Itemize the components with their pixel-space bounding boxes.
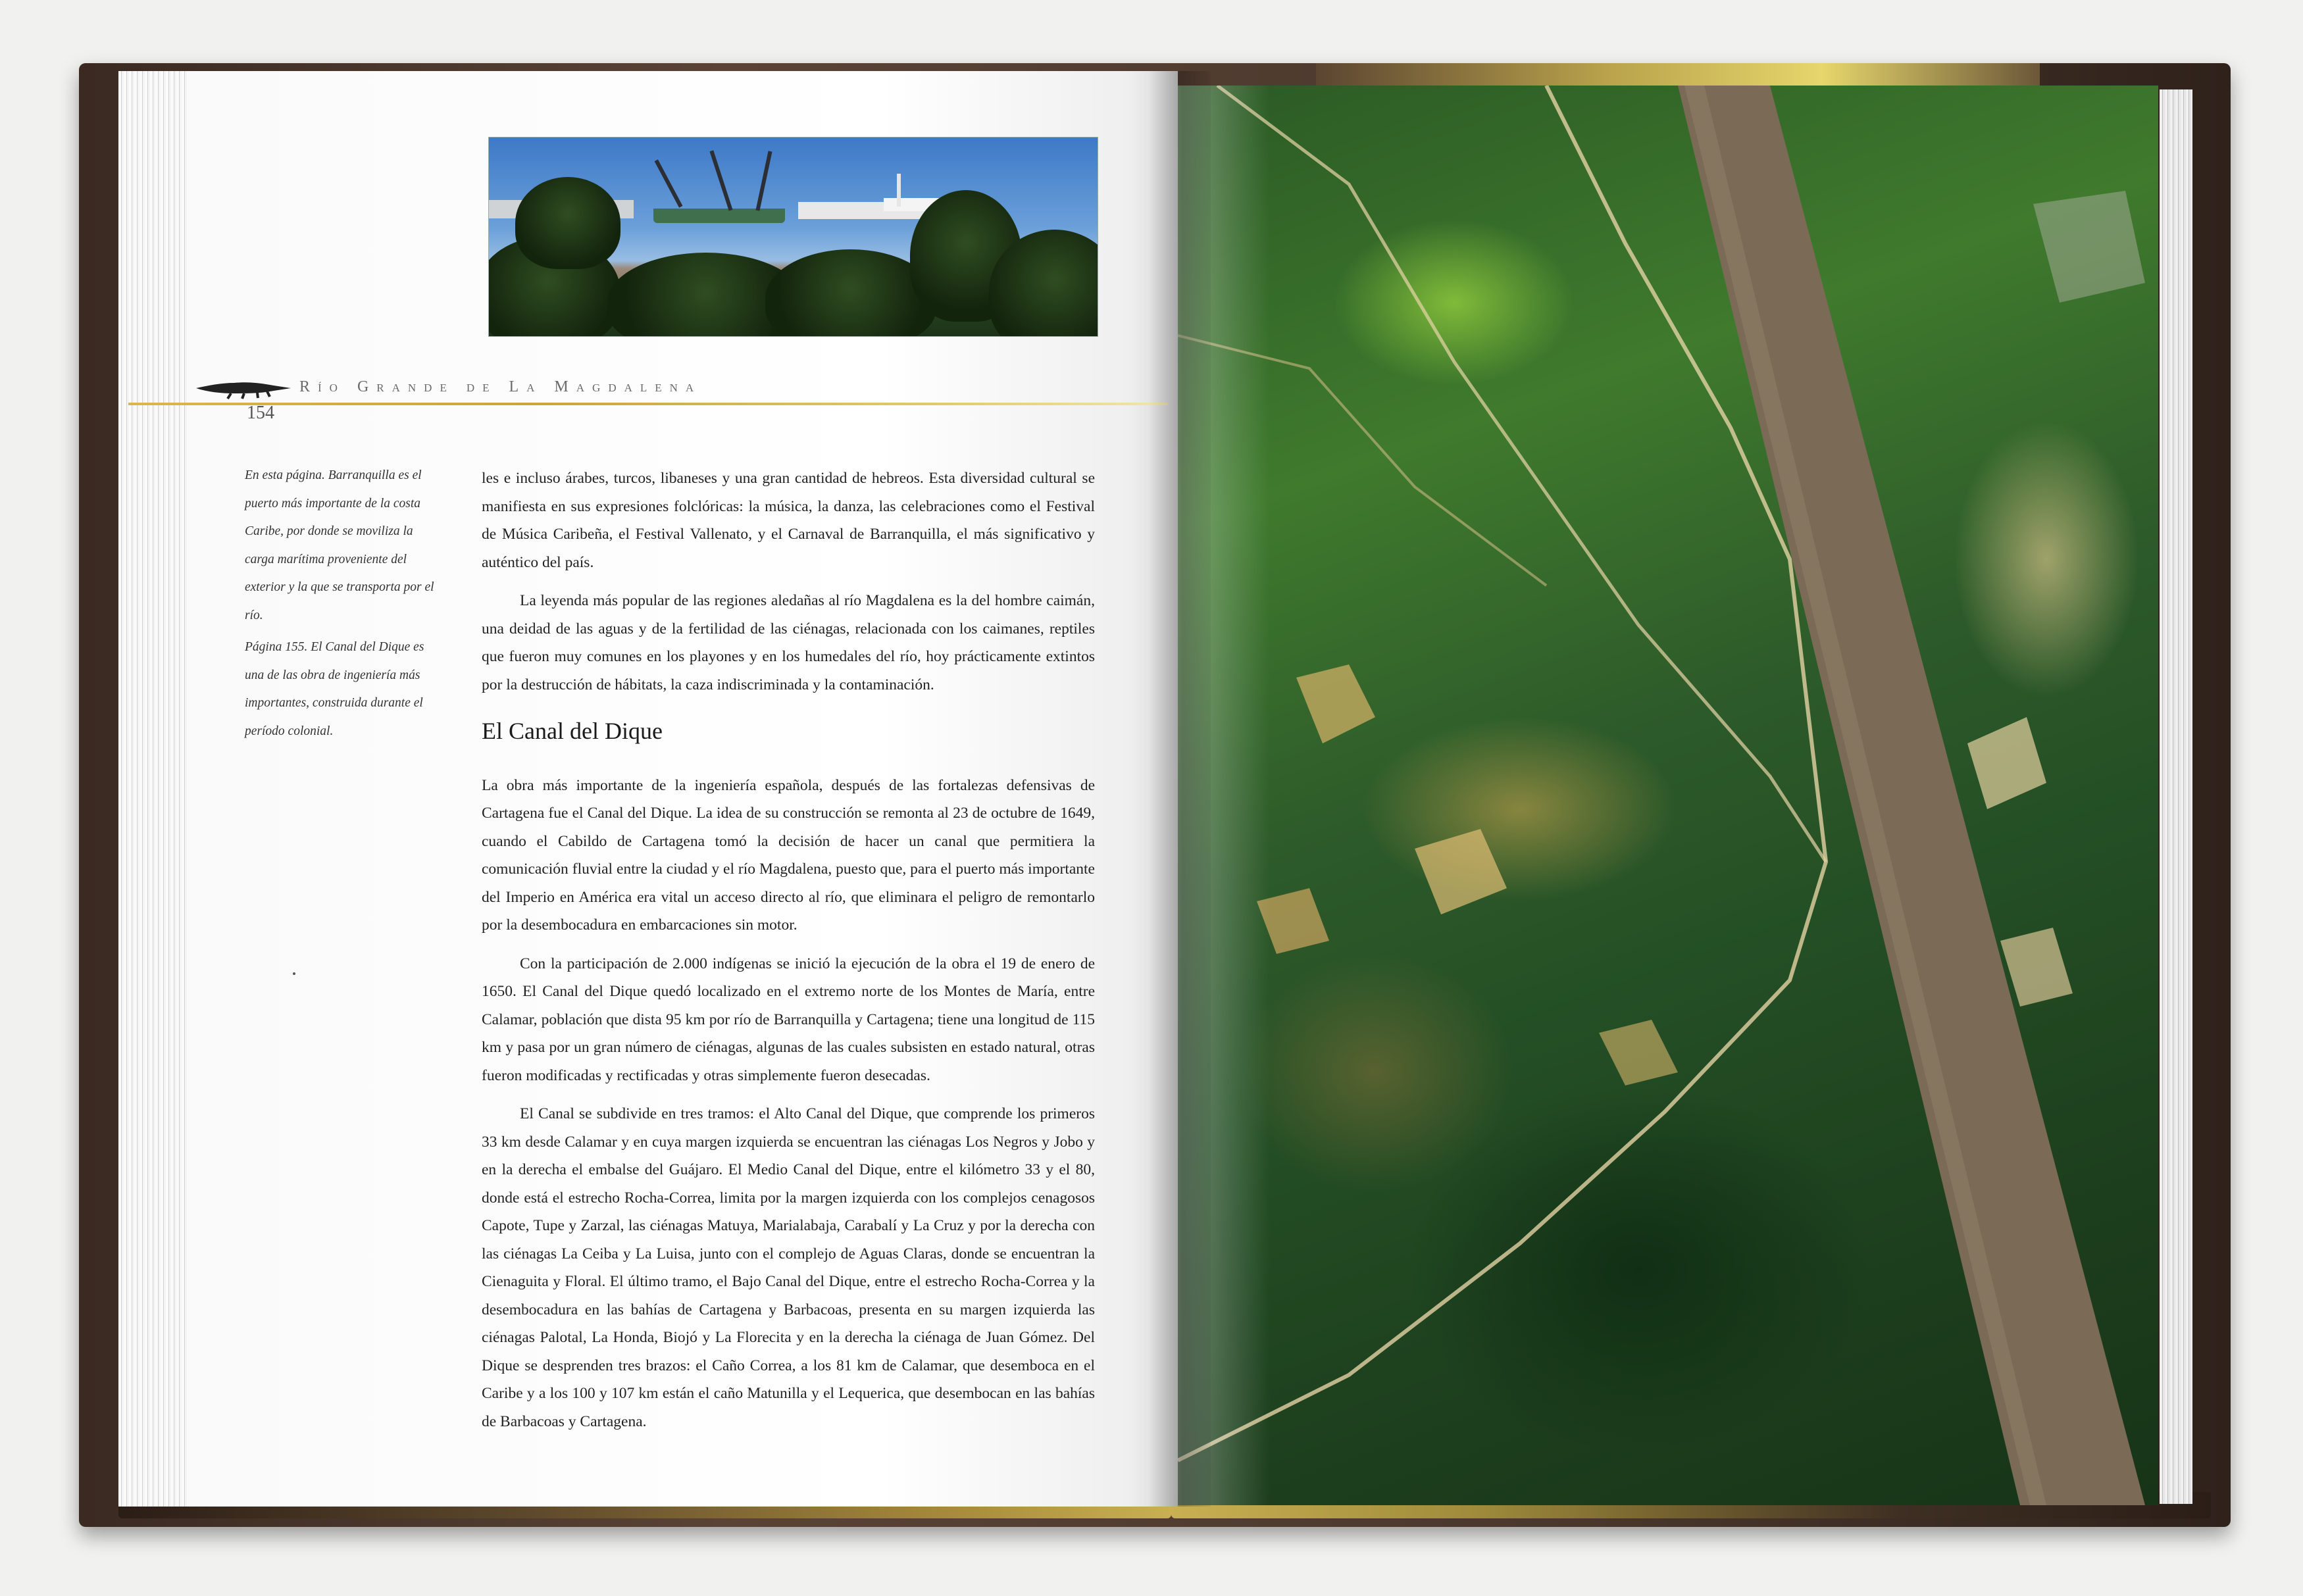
paragraph: La obra más importante de la ingeniería española, después de las fortalezas defensivas de Cartagena fue el Canal del Dique. La idea de su construcción se remonta al 23 de octubre de 1649, cuando el Cabildo de Cartagena tomó la decisión de hacer un canal que permitiera la comunicación fluvial entre la ciudad y el río Magdalena, puesto que, para el puerto más importante del Imperio en América era vital un acceso directo al río, que eliminara el peligro de remontarlo por la desembocadura en embarcaciones sin motor.	[482, 776, 1095, 934]
page-number: 154	[247, 403, 274, 423]
paragraph: El Canal se subdivide en tres tramos: el Alto Canal del Dique, que comprende los primeros 33 km desde Calamar y en cuya margen izquierda se encuentran las ciénagas Los Negros y Jobo y en la derecha el embalse del Guájaro. El Medio Canal del Dique, entre el kilómetro 33 y el 80, donde está el estrecho Rocha-Correa, limita por la margen izquierda con los complejos cenagosos Capote, Tupe y Zarzal, las ciénagas Matuya, Marialabaja, Carabalí y La Cruz y por la derecha con las ciénagas La Ceiba y La Luisa, junto con el complejo de Aguas Claras, donde se encuentran la Cienaguita y Floral. El último tramo, el Bajo Canal del Dique, entre el estrecho Rocha-Correa y la desembocadura en las bahías de Cartagena y Barbacoas, presenta en su margen izquierda las ciénagas Palotal, La Honda, Biojó y La Florecita y en la derecha la ciénaga de Juan Gómez. Del Dique se desprenden tres brazos: el Caño Correa, a los 81 km de Calamar, que desemboca en el Caribe y a los 100 y 107 km están el caño Matunilla y el Lequerica, que desembocan en las bahías de Barbacoas y Cartagena.	[482, 1105, 1095, 1430]
section-heading: El Canal del Dique	[482, 718, 663, 744]
stray-mark	[293, 972, 295, 975]
harbor-photo	[488, 137, 1098, 337]
page-stack-left	[118, 71, 191, 1507]
paragraph: les e incluso árabes, turcos, libaneses y una gran cantidad de hebreos. Esta diversidad cultural se manifiesta en sus expresiones folclóricas: la música, la danza, las celebraciones como el Festival de Música Caribeña, el Festival Vallenato, y el Carnaval de Barranquilla, el más significativo y auténtico del país.	[482, 470, 1095, 571]
gutter-shadow	[1148, 71, 1211, 1507]
caption-canal-del-dique: Página 155. El Canal del Dique es una de las obra de ingeniería más importantes, construida durante el período colonial.	[245, 640, 424, 738]
body-text	[482, 464, 1095, 1446]
header-rule	[128, 403, 1168, 405]
caiman-icon	[195, 374, 292, 400]
running-header: Río Grande de La Magdalena	[299, 378, 702, 395]
photo-captions	[245, 462, 436, 749]
aerial-photo-canal	[1178, 86, 2158, 1505]
page-stack-right	[2160, 89, 2192, 1504]
paragraph: La leyenda más popular de las regiones aledañas al río Magdalena es la del hombre caimán, una deidad de las aguas y de la fertilidad de las ciénagas, relacionada con los caimanes, reptiles que fueron muy comunes en los playones y en los humedales del río, hoy prácticamente extintos por la destrucción de hábitats, la caza indiscriminada y la contaminación.	[482, 592, 1095, 693]
caption-barranquilla: En esta página. Barranquilla es el puerto más importante de la costa Caribe, por donde se moviliza la carga marítima proveniente del exterior y la que se transporta por el río.	[245, 468, 434, 622]
paragraph: Con la participación de 2.000 indígenas se inició la ejecución de la obra el 19 de enero de 1650. El Canal del Dique quedó localizado en el extremo norte de los Montes de María, entre Calamar, población que dista 95 km por río de Barranquilla y Cartagena; tiene una longitud de 115 km y pasa por un gran número de ciénagas, algunas de las cuales subsisten en estado natural, otras fueron modificadas y rectificadas y otras simplemente fueron desecadas.	[482, 955, 1095, 1084]
